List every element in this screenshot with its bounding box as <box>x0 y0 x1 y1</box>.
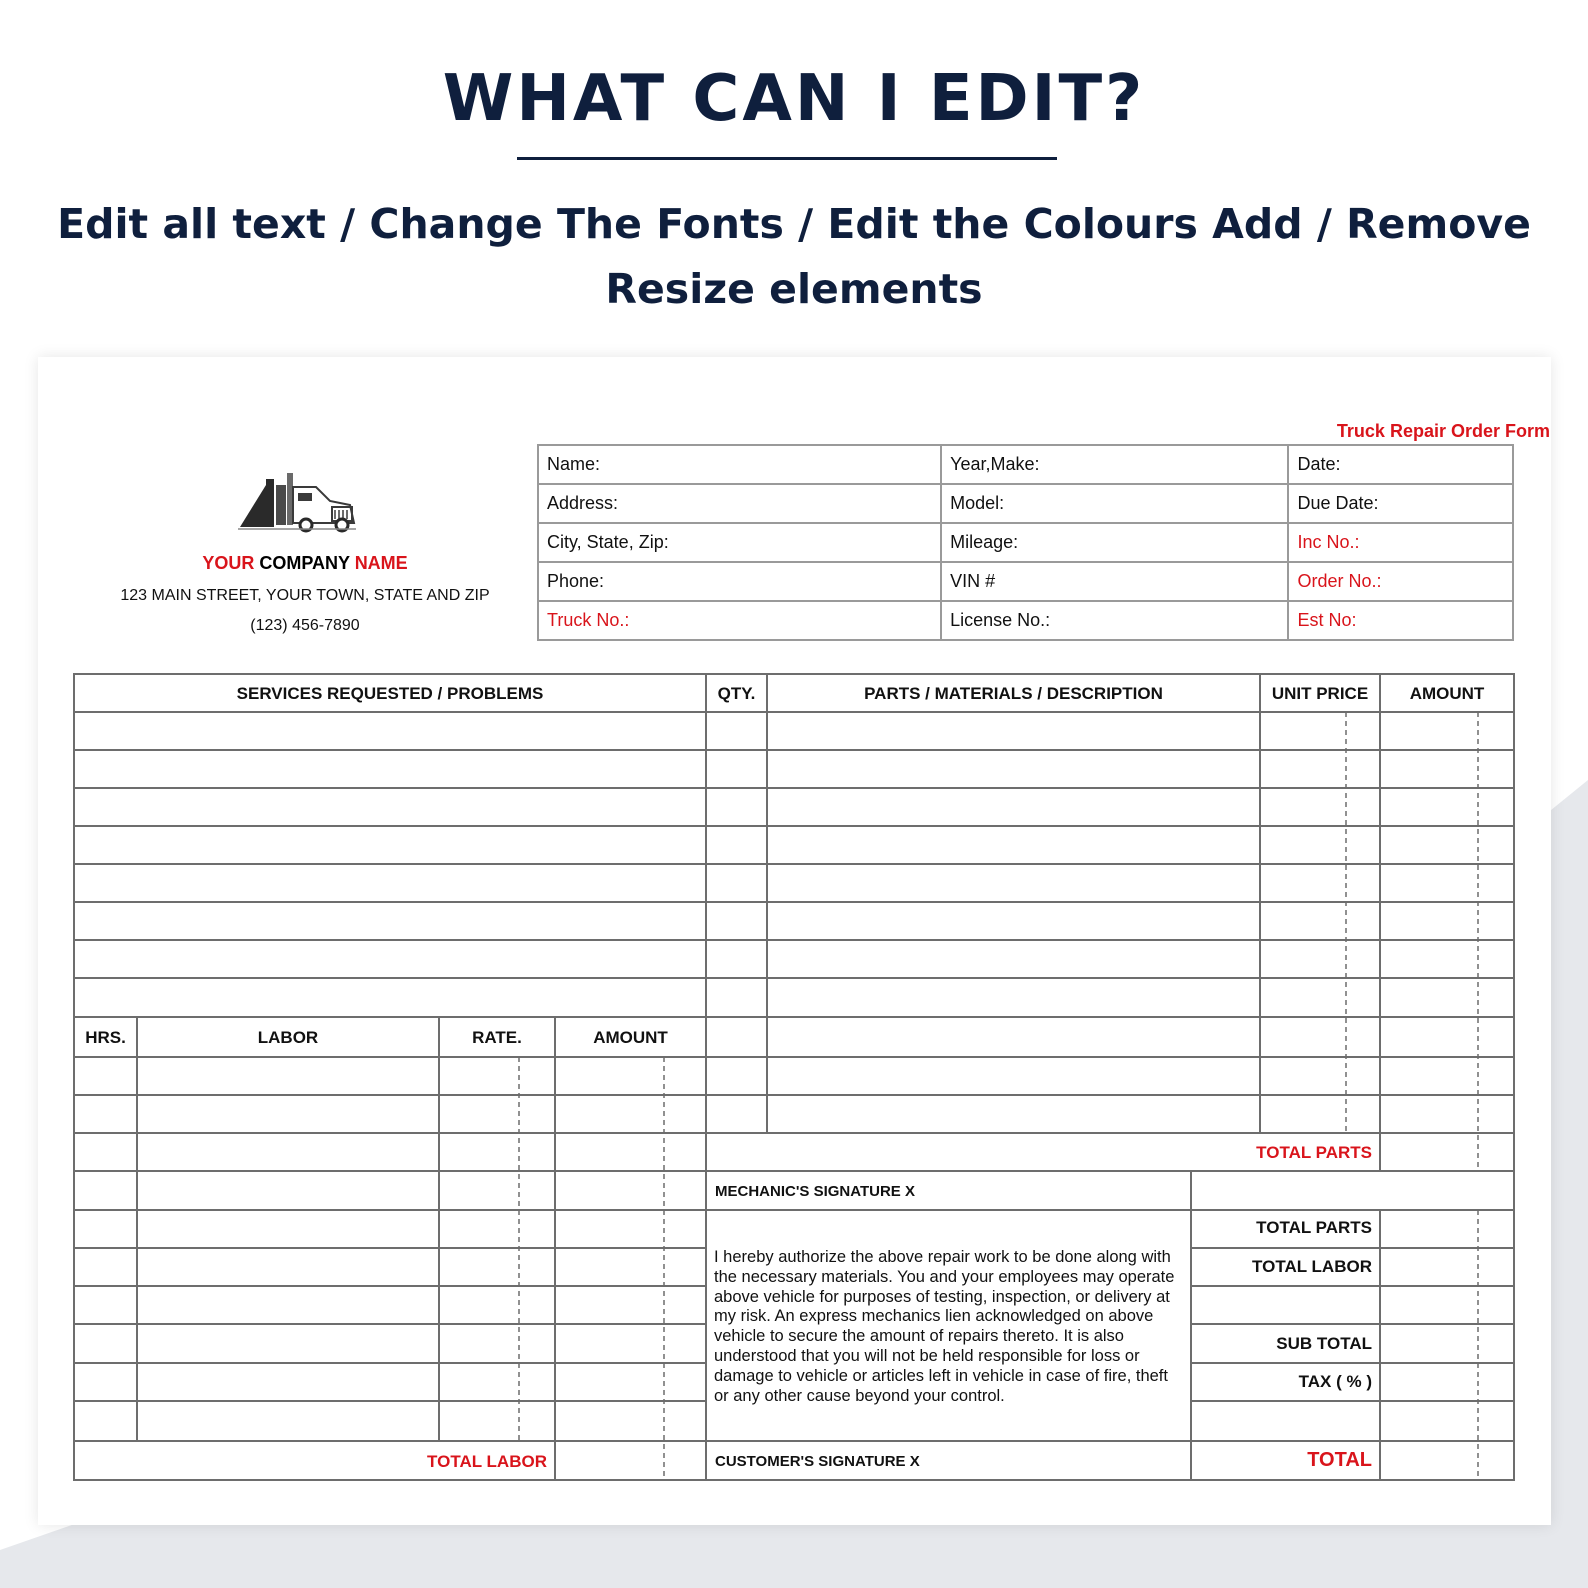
header-unit-price: UNIT PRICE <box>1271 684 1369 703</box>
form-title: Truck Repair Order Form <box>1336 421 1550 441</box>
header-qty: QTY. <box>717 684 756 703</box>
promo-subtitle-line1: Edit all text / Change The Fonts / Edit the Colours Add / Remove <box>57 200 1531 248</box>
info-est-no-field[interactable]: Est No: <box>1288 601 1513 640</box>
company-name: YOUR COMPANY NAME <box>202 553 408 573</box>
summary-sub-total: SUB TOTAL <box>1276 1334 1372 1353</box>
promo-title: WHAT CAN I EDIT? <box>442 62 1146 136</box>
authorization-text: I hereby authorize the above repair work to be done along with the necessary materials. You and your employees may operate above vehicle for purposes of testing, inspection, or delivery at my risk. An express mechanics lien acknowledged on above vehicle to secure the amount of repairs thereto. It is also understood that you will not be held responsible for loss or damage to vehicle or articles left in vehicle in case of fire, theft or any other cause beyond your control. <box>714 1248 1175 1405</box>
title-underline <box>517 157 1057 160</box>
info-due-date-field[interactable]: Due Date: <box>1288 484 1513 523</box>
info-date-field[interactable]: Date: <box>1288 445 1513 484</box>
info-city-state-zip-field[interactable]: City, State, Zip: <box>538 523 941 562</box>
info-phone-field[interactable]: Phone: <box>538 562 941 601</box>
header-services: SERVICES REQUESTED / PROBLEMS <box>236 684 544 703</box>
summary-tax: TAX ( % ) <box>1298 1372 1372 1391</box>
promo-subtitle-line2: Resize elements <box>605 265 983 313</box>
info-order-no-field[interactable]: Order No.: <box>1288 562 1513 601</box>
company-phone: (123) 456-7890 <box>250 617 360 634</box>
total-labor-label: TOTAL LABOR <box>427 1452 547 1471</box>
summary-total-labor: TOTAL LABOR <box>1252 1257 1372 1276</box>
info-model-field[interactable]: Model: <box>941 484 1288 523</box>
header-amount: AMOUNT <box>1409 684 1485 703</box>
summary-total-parts: TOTAL PARTS <box>1256 1218 1372 1237</box>
info-truck-no-field[interactable]: Truck No.: <box>538 601 941 640</box>
info-license-no-field[interactable]: License No.: <box>941 601 1288 640</box>
header-labor-amount: AMOUNT <box>593 1028 668 1047</box>
info-address-field[interactable]: Address: <box>538 484 941 523</box>
header-labor: LABOR <box>257 1028 319 1047</box>
header-hrs: HRS. <box>85 1028 126 1047</box>
truck-icon <box>238 467 358 537</box>
header-rate: RATE. <box>472 1028 522 1047</box>
info-vin-field[interactable]: VIN # <box>941 562 1288 601</box>
info-mileage-field[interactable]: Mileage: <box>941 523 1288 562</box>
summary-total: TOTAL <box>1307 1449 1372 1471</box>
info-inc-no-field[interactable]: Inc No.: <box>1288 523 1513 562</box>
company-address: 123 MAIN STREET, YOUR TOWN, STATE AND ZIP <box>120 587 490 604</box>
customer-info-table <box>537 444 1514 641</box>
header-parts: PARTS / MATERIALS / DESCRIPTION <box>864 684 1163 703</box>
customer-signature-label: CUSTOMER'S SIGNATURE X <box>715 1453 920 1470</box>
info-year-make-field[interactable]: Year,Make: <box>941 445 1288 484</box>
mechanic-signature-label: MECHANIC'S SIGNATURE X <box>715 1183 915 1200</box>
total-parts-label: TOTAL PARTS <box>1256 1143 1372 1162</box>
info-name-field[interactable]: Name: <box>538 445 941 484</box>
